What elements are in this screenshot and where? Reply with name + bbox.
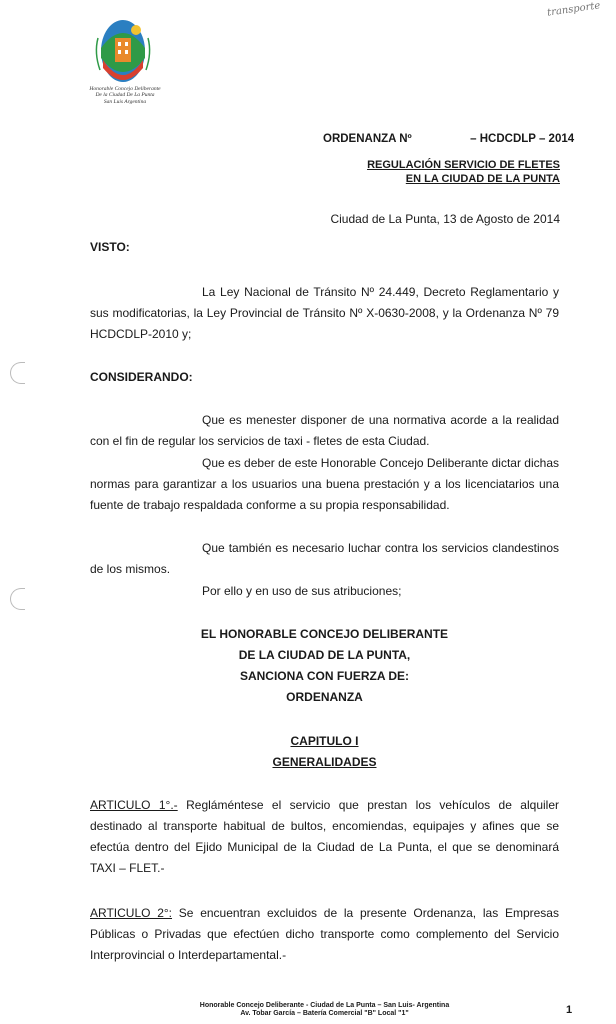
article-2-text: Se encuentran excluidos de la presente Ordenanza, las Empresas Públicas o Privadas que efectúen dicho transporte como complemento del Servicio Interprovincial o Interdepartamental.- <box>90 906 559 962</box>
logo-caption: Honorable Concejo Deliberante De la Ciudad De La Punta San Luis Argentina <box>89 86 161 105</box>
page-number: 1 <box>566 1004 573 1016</box>
considerando-paragraph-3: Que también es necesario luchar contra los servicios clandestinos de los mismos. <box>90 541 559 576</box>
considerando-heading: CONSIDERANDO: <box>90 370 193 384</box>
considerando-paragraph-4: Por ello y en uso de sus atribuciones; <box>202 584 402 598</box>
handwritten-note: transporte <box>546 0 601 19</box>
ordinance-number-line <box>323 133 574 145</box>
ordinance-number-blank <box>415 134 467 144</box>
ordinance-code: – HCDCDLP – 2014 <box>470 133 575 145</box>
ordinance-label: ORDENANZA Nº <box>323 133 412 145</box>
visto-paragraph: La Ley Nacional de Tránsito Nº 24.449, Decreto Reglamentario y sus modificatorias, la Ley Provincial de Tránsito Nº X-0630-2008, y la Ordenanza Nº 79 HCDCDLP-2010 y; <box>90 285 559 341</box>
punch-hole-mark <box>10 362 25 384</box>
considerando-paragraph-2: Que es deber de este Honorable Concejo Deliberante dictar dichas normas para garantizar a los usuarios una buena prestación y a los licenciatarios una fuente de trabajo respaldada conforme a su propia responsabilidad. <box>90 456 559 512</box>
considerando-paragraph-1: Que es menester disponer de una normativa acorde a la realidad con el fin de regular los servicios de taxi - fletes de esta Ciudad. <box>90 413 559 448</box>
article-2 <box>90 903 559 966</box>
date-line: Ciudad de La Punta, 13 de Agosto de 2014 <box>330 212 560 226</box>
article-2-label: ARTICULO 2°: <box>90 906 173 920</box>
punch-hole-mark <box>10 588 25 610</box>
chapter-subtitle: GENERALIDADES <box>272 755 377 769</box>
article-1-text: Regláméntese el servicio que prestan los vehículos de alquiler destinado al transporte habitual de bultos, encomiendas, equipajes y afines que se efectúa dentro del Ejido Municipal de la Ciudad de La Punta, el que se denominará TAXI – FLET.- <box>90 798 559 875</box>
chapter-title: CAPITULO I <box>290 734 359 748</box>
sanction-block: EL HONORABLE CONCEJO DELIBERANTE DE LA CIUDAD DE LA PUNTA, SANCIONA CON FUERZA DE: ORDENANZA <box>200 627 449 704</box>
document-title: REGULACIÓN SERVICIO DE FLETES EN LA CIUDAD DE LA PUNTA <box>367 159 560 185</box>
page-footer: Honorable Concejo Deliberante - Ciudad de La Punta – San Luis- Argentina Av. Tobar García – Batería Comercial "B" Local "1" <box>199 1002 450 1017</box>
article-1-label: ARTICULO 1°.- <box>90 798 178 812</box>
visto-heading: VISTO: <box>90 240 130 254</box>
article-1 <box>90 795 559 879</box>
